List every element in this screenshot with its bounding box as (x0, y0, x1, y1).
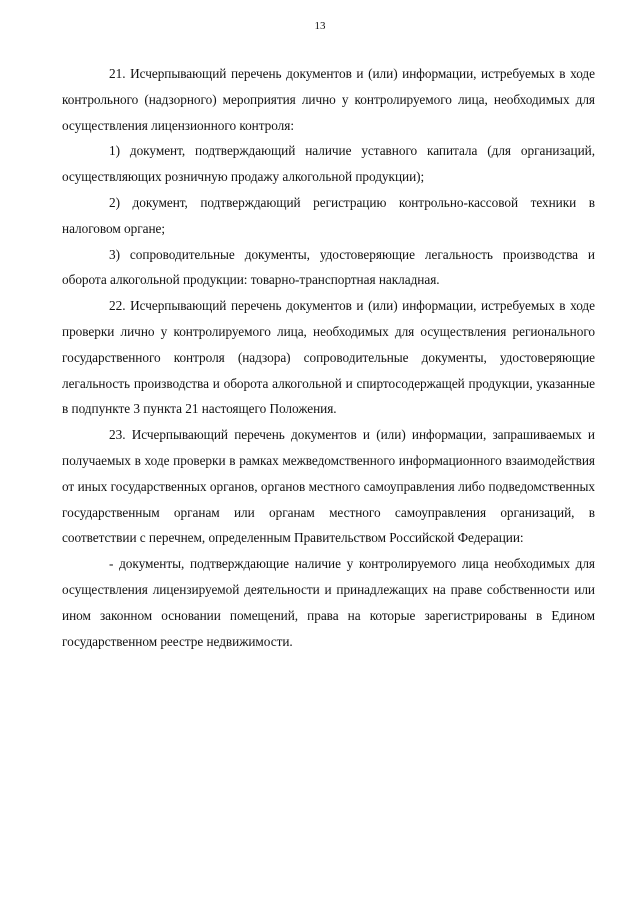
paragraph-22: 22. Исчерпывающий перечень документов и (или) информации, истребуемых в ходе проверки лично у контролируемого лица, необходимых для осуществления регионального государственного контроля (надзора) сопроводительные документы, удостоверяющие легальность производства и оборота алкогольной и спиртосодержащей продукции, указанные в подпункте 3 пункта 21 настоящего Положения. (62, 298, 595, 417)
paragraph-21-item-3: 3) сопроводительные документы, удостоверяющие легальность производства и оборота алкогольной продукции: товарно-транспортная накладная. (62, 246, 595, 288)
page-number: 13 (314, 20, 326, 32)
paragraph-23-item: - документы, подтверждающие наличие у контролируемого лица необходимых для осуществления лицензируемой деятельности и принадлежащих на праве собственности или ином законном основании помещений, права на которые зарегистрированы в Едином государственном реестре недвижимости. (62, 556, 595, 649)
paragraph-21-item-2: 2) документ, подтверждающий регистрацию контрольно-кассовой техники в налоговом органе; (62, 194, 595, 236)
paragraph-23: 23. Исчерпывающий перечень документов и (или) информации, запрашиваемых и получаемых в ходе проверки в рамках межведомственного информационного взаимодействия от иных государственных органов, органов местного самоуправления либо подведомственных государственным органам или органам местного самоуправления организаций, в соответствии с перечнем, определенным Правительством Российской Федерации: (62, 427, 595, 546)
paragraph-21-item-1: 1) документ, подтверждающий наличие уставного капитала (для организаций, осуществляющих розничную продажу алкогольной продукции); (62, 143, 595, 185)
paragraph-21: 21. Исчерпывающий перечень документов и (или) информации, истребуемых в ходе контрольного (надзорного) мероприятия лично у контролируемого лица, необходимых для осуществления лицензионного контроля: (62, 66, 595, 133)
document-body (62, 61, 595, 654)
